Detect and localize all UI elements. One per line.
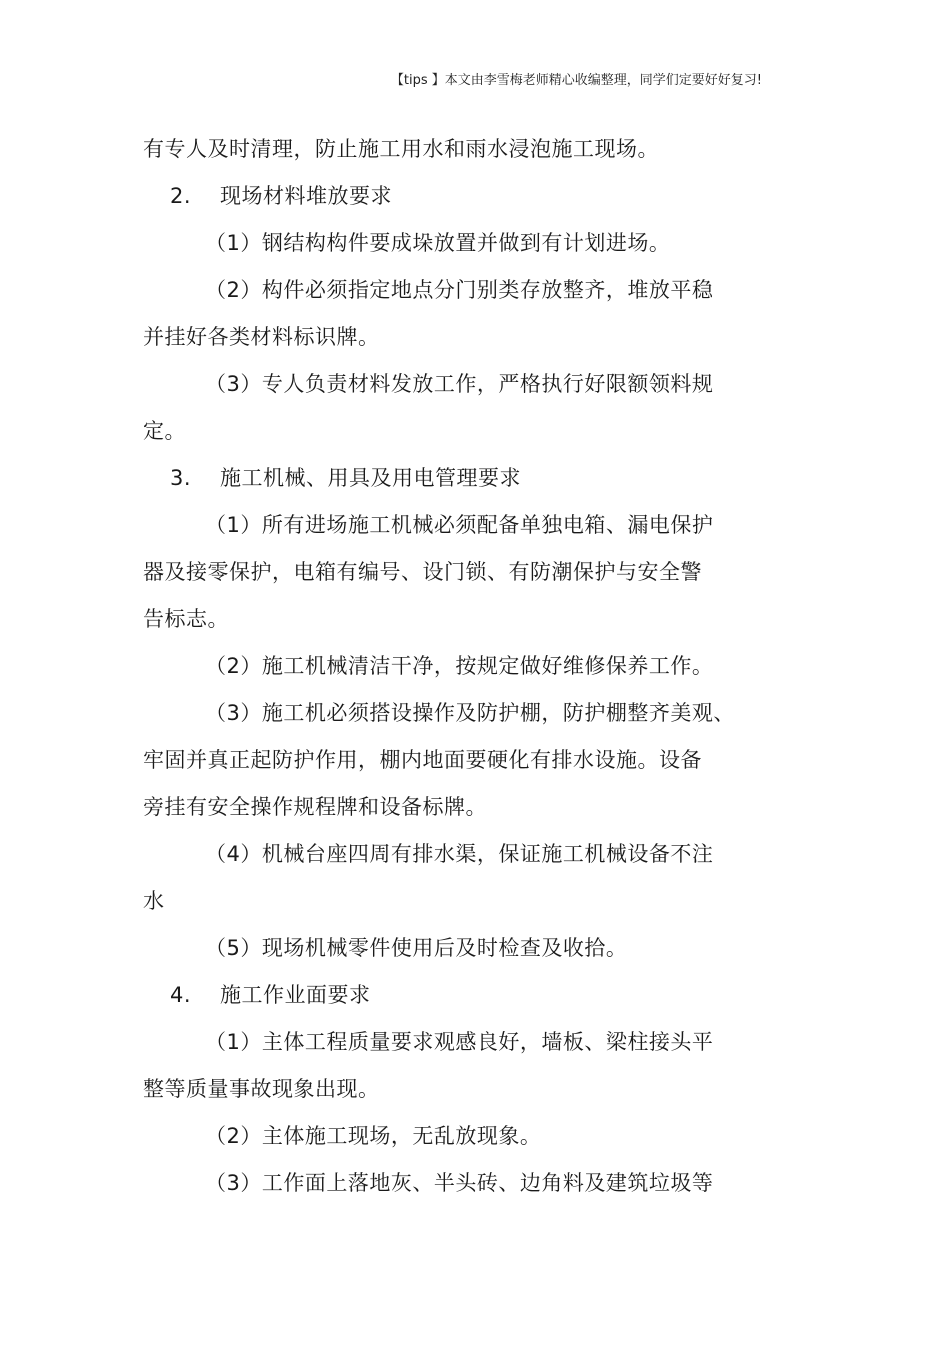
section-number: 2. [170, 184, 192, 208]
section-title: 施工机械、用具及用电管理要求 [220, 466, 521, 490]
paragraph-line: 整等质量事故现象出现。 [143, 1077, 380, 1101]
paragraph-line: 旁挂有安全操作规程牌和设备标牌。 [143, 795, 487, 819]
list-item: （3）施工机必须搭设操作及防护棚，防护棚整齐美观、 [205, 701, 735, 725]
paragraph-line: 定。 [143, 419, 186, 443]
list-item: （1）钢结构构件要成垛放置并做到有计划进场。 [205, 231, 671, 255]
list-item: （5）现场机械零件使用后及时检查及收拾。 [205, 936, 628, 960]
list-item: （4）机械台座四周有排水渠，保证施工机械设备不注 [205, 842, 714, 866]
paragraph-line: 告标志。 [143, 607, 229, 631]
section-heading [143, 972, 743, 1019]
paragraph-line: 器及接零保护，电箱有编号、设门锁、有防潮保护与安全警 [143, 560, 702, 584]
section-title: 现场材料堆放要求 [220, 184, 392, 208]
list-item: （2）施工机械清洁干净，按规定做好维修保养工作。 [205, 654, 714, 678]
list-item: （1）所有进场施工机械必须配备单独电箱、漏电保护 [205, 513, 714, 537]
list-item: （2）构件必须指定地点分门别类存放整齐，堆放平稳 [205, 278, 714, 302]
section-heading [143, 455, 743, 502]
section-title: 施工作业面要求 [220, 983, 371, 1007]
paragraph-line: 牢固并真正起防护作用，棚内地面要硬化有排水设施。设备 [143, 748, 702, 772]
paragraph-line: 并挂好各类材料标识牌。 [143, 325, 380, 349]
header-tip: 【tips 】本文由李雪梅老师精心收编整理，同学们定要好好复习! [390, 73, 762, 88]
body-text [143, 126, 743, 1207]
paragraph-line: 水 [143, 889, 165, 913]
section-number: 4. [170, 983, 192, 1007]
list-item: （3）专人负责材料发放工作，严格执行好限额领料规 [205, 372, 714, 396]
list-item: （3）工作面上落地灰、半头砖、边角料及建筑垃圾等 [205, 1171, 714, 1195]
section-heading [143, 173, 743, 220]
list-item: （2）主体施工现场，无乱放现象。 [205, 1124, 542, 1148]
paragraph-line: 有专人及时清理，防止施工用水和雨水浸泡施工现场。 [143, 137, 659, 161]
list-item: （1）主体工程质量要求观感良好，墙板、梁柱接头平 [205, 1030, 714, 1054]
section-number: 3. [170, 466, 192, 490]
